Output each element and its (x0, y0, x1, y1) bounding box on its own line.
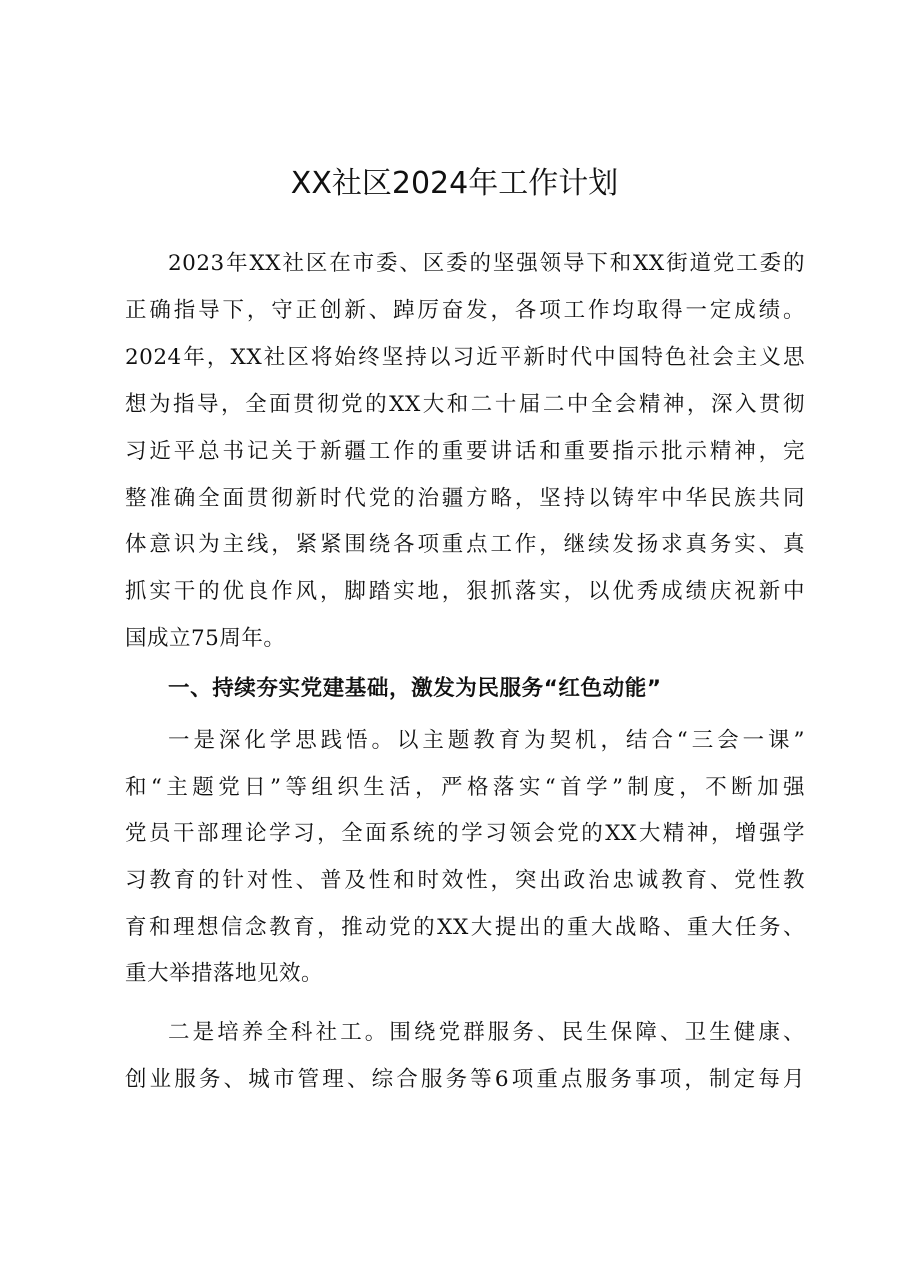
intro-line: 抓实干的优良作风，脚踏实地，狠抓落实，以优秀成绩庆祝新中 (125, 579, 805, 604)
point-1-line: 党员干部理论学习，全面系统的学习领会党的XX大精神，增强学 (125, 821, 805, 846)
point-1-line: 习教育的针对性、普及性和时效性，突出政治忠诚教育、党性教 (125, 868, 805, 893)
point-2-line: 二是培养全科社工。围绕党群服务、民生保障、卫生健康、 (168, 1020, 805, 1045)
document-title: XX社区2024年工作计划 (290, 166, 619, 201)
section-heading: 一、持续夯实党建基础，激发为民服务“红色动能” (168, 676, 662, 701)
intro-line: 2024年，XX社区将始终坚持以习近平新时代中国特色社会主义思 (125, 345, 805, 370)
point-1-line: 和“主题党日”等组织生活，严格落实“首学”制度，不断加强 (125, 775, 805, 800)
point-2-line: 创业服务、城市管理、综合服务等6项重点服务事项，制定每月 (125, 1067, 805, 1092)
intro-line: 想为指导，全面贯彻党的XX大和二十届二中全会精神，深入贯彻 (125, 392, 805, 417)
intro-line: 国成立75周年。 (125, 626, 286, 651)
point-1-line: 一是深化学思践悟。以主题教育为契机，结合“三会一课” (168, 728, 805, 753)
intro-line: 正确指导下，守正创新、踔厉奋发，各项工作均取得一定成绩。 (125, 298, 805, 323)
point-1-line: 重大举措落地见效。 (125, 961, 324, 986)
point-1-line: 育和理想信念教育，推动党的XX大提出的重大战略、重大任务、 (125, 915, 805, 940)
intro-line: 体意识为主线，紧紧围绕各项重点工作，继续发扬求真务实、真 (125, 532, 805, 557)
intro-line: 2023年XX社区在市委、区委的坚强领导下和XX街道党工委的 (168, 251, 805, 276)
intro-line: 习近平总书记关于新疆工作的重要讲话和重要指示批示精神，完 (125, 439, 805, 464)
intro-line: 整准确全面贯彻新时代党的治疆方略，坚持以铸牢中华民族共同 (125, 486, 805, 511)
